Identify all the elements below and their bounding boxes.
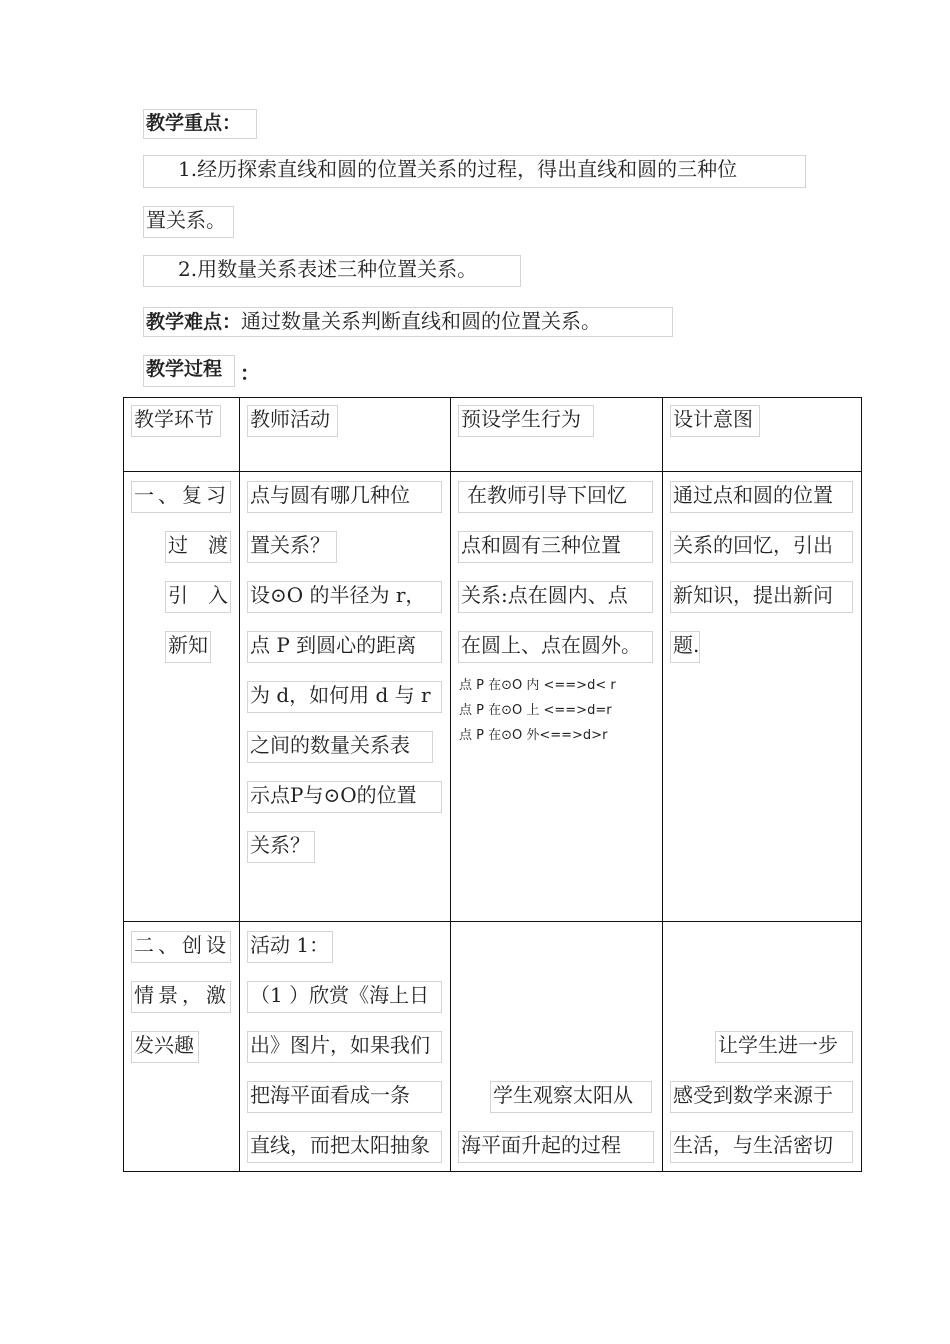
row2-stage-line-3: 发兴趣 <box>131 1031 199 1063</box>
row1-stage-line-4: 新知 <box>165 631 211 663</box>
process-colon: ： <box>240 361 260 385</box>
difficulty-label: 教学难点： <box>146 311 242 333</box>
difficulty-line <box>143 307 673 337</box>
table-border-right <box>861 397 862 1172</box>
row2-teacher-line-5: 直线，而把太阳抽象 <box>247 1131 442 1163</box>
row2-intent-line-2: 感受到数学来源于 <box>670 1081 853 1113</box>
row1-intent-line-4: 题. <box>670 631 700 663</box>
row2-teacher-line-1: 活动 1： <box>247 931 333 963</box>
row1-teacher-line-3: 设⊙O 的半径为 r， <box>247 581 442 613</box>
row1-student-formula-1: 点 P 在⊙O 内 <==>d< r <box>459 678 616 693</box>
row2-teacher-line-2: （1 ）欣赏《海上日 <box>247 981 442 1013</box>
row2-student-line-2: 海平面升起的过程 <box>458 1131 654 1163</box>
table-border-header <box>123 471 862 472</box>
row1-teacher-line-6: 之间的数量关系表 <box>247 731 433 763</box>
row2-teacher-line-3: 出》图片，如果我们 <box>247 1031 442 1063</box>
focus-point-2: 2.用数量关系表述三种位置关系。 <box>143 255 521 287</box>
table-col-divider-1 <box>239 397 240 1172</box>
row1-student-line-4: 在圆上、点在圆外。 <box>458 631 653 663</box>
row1-intent-line-3: 新知识，提出新问 <box>670 581 853 613</box>
row1-teacher-line-7: 示点P与⊙O的位置 <box>247 781 442 813</box>
row2-stage-line-1: 二、创设 <box>131 931 231 963</box>
table-border-top <box>123 397 862 398</box>
table-border-left <box>123 397 124 1172</box>
row1-student-line-1: 在教师引导下回忆 <box>458 481 653 513</box>
table-header-teacher: 教师活动 <box>247 405 338 437</box>
focus-heading: 教学重点： <box>143 109 257 139</box>
table-header-intent: 设计意图 <box>670 405 760 437</box>
row1-student-formula-3: 点 P 在⊙O 外<==>d>r <box>459 728 608 743</box>
table-border-bottom <box>123 1171 862 1172</box>
row2-intent-line-3: 生活，与生活密切 <box>670 1131 853 1163</box>
row1-intent-line-1: 通过点和圆的位置 <box>670 481 853 513</box>
table-header-stage: 教学环节 <box>131 405 221 437</box>
table-header-student: 预设学生行为 <box>458 405 594 437</box>
row1-teacher-line-2: 置关系？ <box>247 531 337 563</box>
row1-teacher-line-1: 点与圆有哪几种位 <box>247 481 442 513</box>
table-border-row1 <box>123 921 862 922</box>
row2-intent-line-1: 让学生进一步 <box>715 1031 853 1063</box>
row1-student-formula-2: 点 P 在⊙O 上 <==>d=r <box>459 703 612 718</box>
row1-student-line-3: 关系:点在圆内、点 <box>458 581 653 613</box>
difficulty-text: 通过数量关系判断直线和圆的位置关系。 <box>241 309 602 333</box>
table-col-divider-2 <box>450 397 451 1172</box>
table-col-divider-3 <box>662 397 663 1172</box>
row1-teacher-line-5: 为 d，如何用 d 与 r <box>247 681 442 713</box>
process-heading: 教学过程 <box>143 355 235 387</box>
row2-teacher-line-4: 把海平面看成一条 <box>247 1081 442 1113</box>
row1-intent-line-2: 关系的回忆，引出 <box>670 531 853 563</box>
row1-student-line-2: 点和圆有三种位置 <box>458 531 653 563</box>
row2-student-line-1: 学生观察太阳从 <box>490 1081 652 1113</box>
row1-stage-line-3: 引 入 <box>165 581 231 613</box>
row1-stage-line-1: 一、复习 <box>131 481 231 513</box>
row1-stage-line-2: 过 渡 <box>165 531 231 563</box>
row1-teacher-line-8: 关系？ <box>247 831 315 863</box>
focus-point-1-line-2: 置关系。 <box>143 206 234 238</box>
focus-point-1-line-1: 1.经历探索直线和圆的位置关系的过程，得出直线和圆的三种位 <box>143 155 806 188</box>
row2-stage-line-2: 情景，激 <box>131 981 231 1013</box>
row1-teacher-line-4: 点 P 到圆心的距离 <box>247 631 442 663</box>
